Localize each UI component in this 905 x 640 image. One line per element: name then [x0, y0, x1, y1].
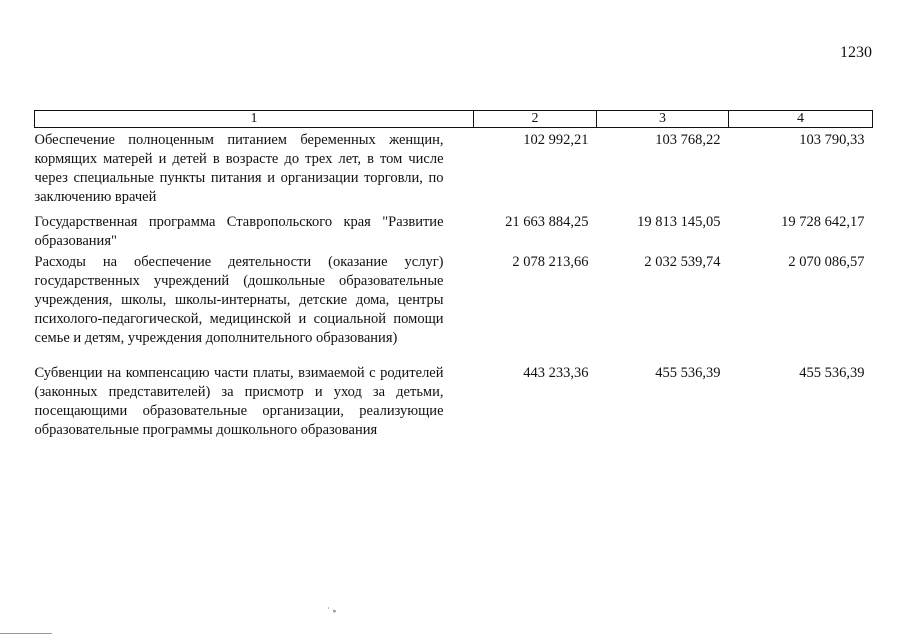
table-body	[35, 128, 873, 441]
header-row	[35, 111, 873, 128]
row-value-col3: 2 032 539,74	[644, 254, 721, 270]
table-row	[35, 213, 873, 253]
row-description: Субвенции на компенсацию части платы, взимаемой с родителей (законных представителей) за присмотр и уход за детьми, посещающими образовательные организации, реализующие образовательные программы дошкольного образования	[34, 365, 444, 438]
row-description: Обеспечение полноценным питанием беременных женщин, кормящих матерей и детей в возрасте до трех лет, в том числе через специальные пункты питания и организации торговли, по заключению врачей	[34, 132, 444, 205]
row-value-col4: 455 536,39	[799, 365, 865, 381]
scan-speck: ˙ ∘	[327, 606, 337, 616]
row-description: Государственная программа Ставропольского края "Развитие образования"	[34, 214, 444, 249]
page-number: 1230	[840, 44, 872, 61]
column-header-4: 4	[729, 111, 873, 128]
row-value-col4: 19 728 642,17	[781, 214, 865, 230]
row-value-col4: 2 070 086,57	[788, 254, 865, 270]
row-value-col4: 103 790,33	[799, 132, 865, 148]
row-value-col2: 2 078 213,66	[512, 254, 589, 270]
row-value-col2: 21 663 884,25	[505, 214, 589, 230]
budget-table	[34, 110, 873, 440]
row-value-col3: 455 536,39	[655, 365, 721, 381]
row-value-col2: 443 233,36	[523, 365, 589, 381]
table-row	[35, 348, 873, 440]
table-row	[35, 253, 873, 348]
row-value-col3: 19 813 145,05	[637, 214, 721, 230]
row-description: Расходы на обеспечение деятельности (оказание услуг) государственных учреждений (дошкольные образовательные учреждения, школы, школы-интернаты, детские дома, центры психолого-педагогической, медицинской и социальной помощи семье и детям, учреждения дополнительного образования)	[34, 254, 444, 346]
table-header	[35, 111, 873, 128]
column-header-1: 1	[35, 111, 474, 128]
table-row	[35, 128, 873, 214]
row-value-col2: 102 992,21	[523, 132, 589, 148]
scan-edge-line	[0, 633, 52, 634]
column-header-2: 2	[474, 111, 597, 128]
row-value-col3: 103 768,22	[655, 132, 721, 148]
column-header-3: 3	[597, 111, 729, 128]
